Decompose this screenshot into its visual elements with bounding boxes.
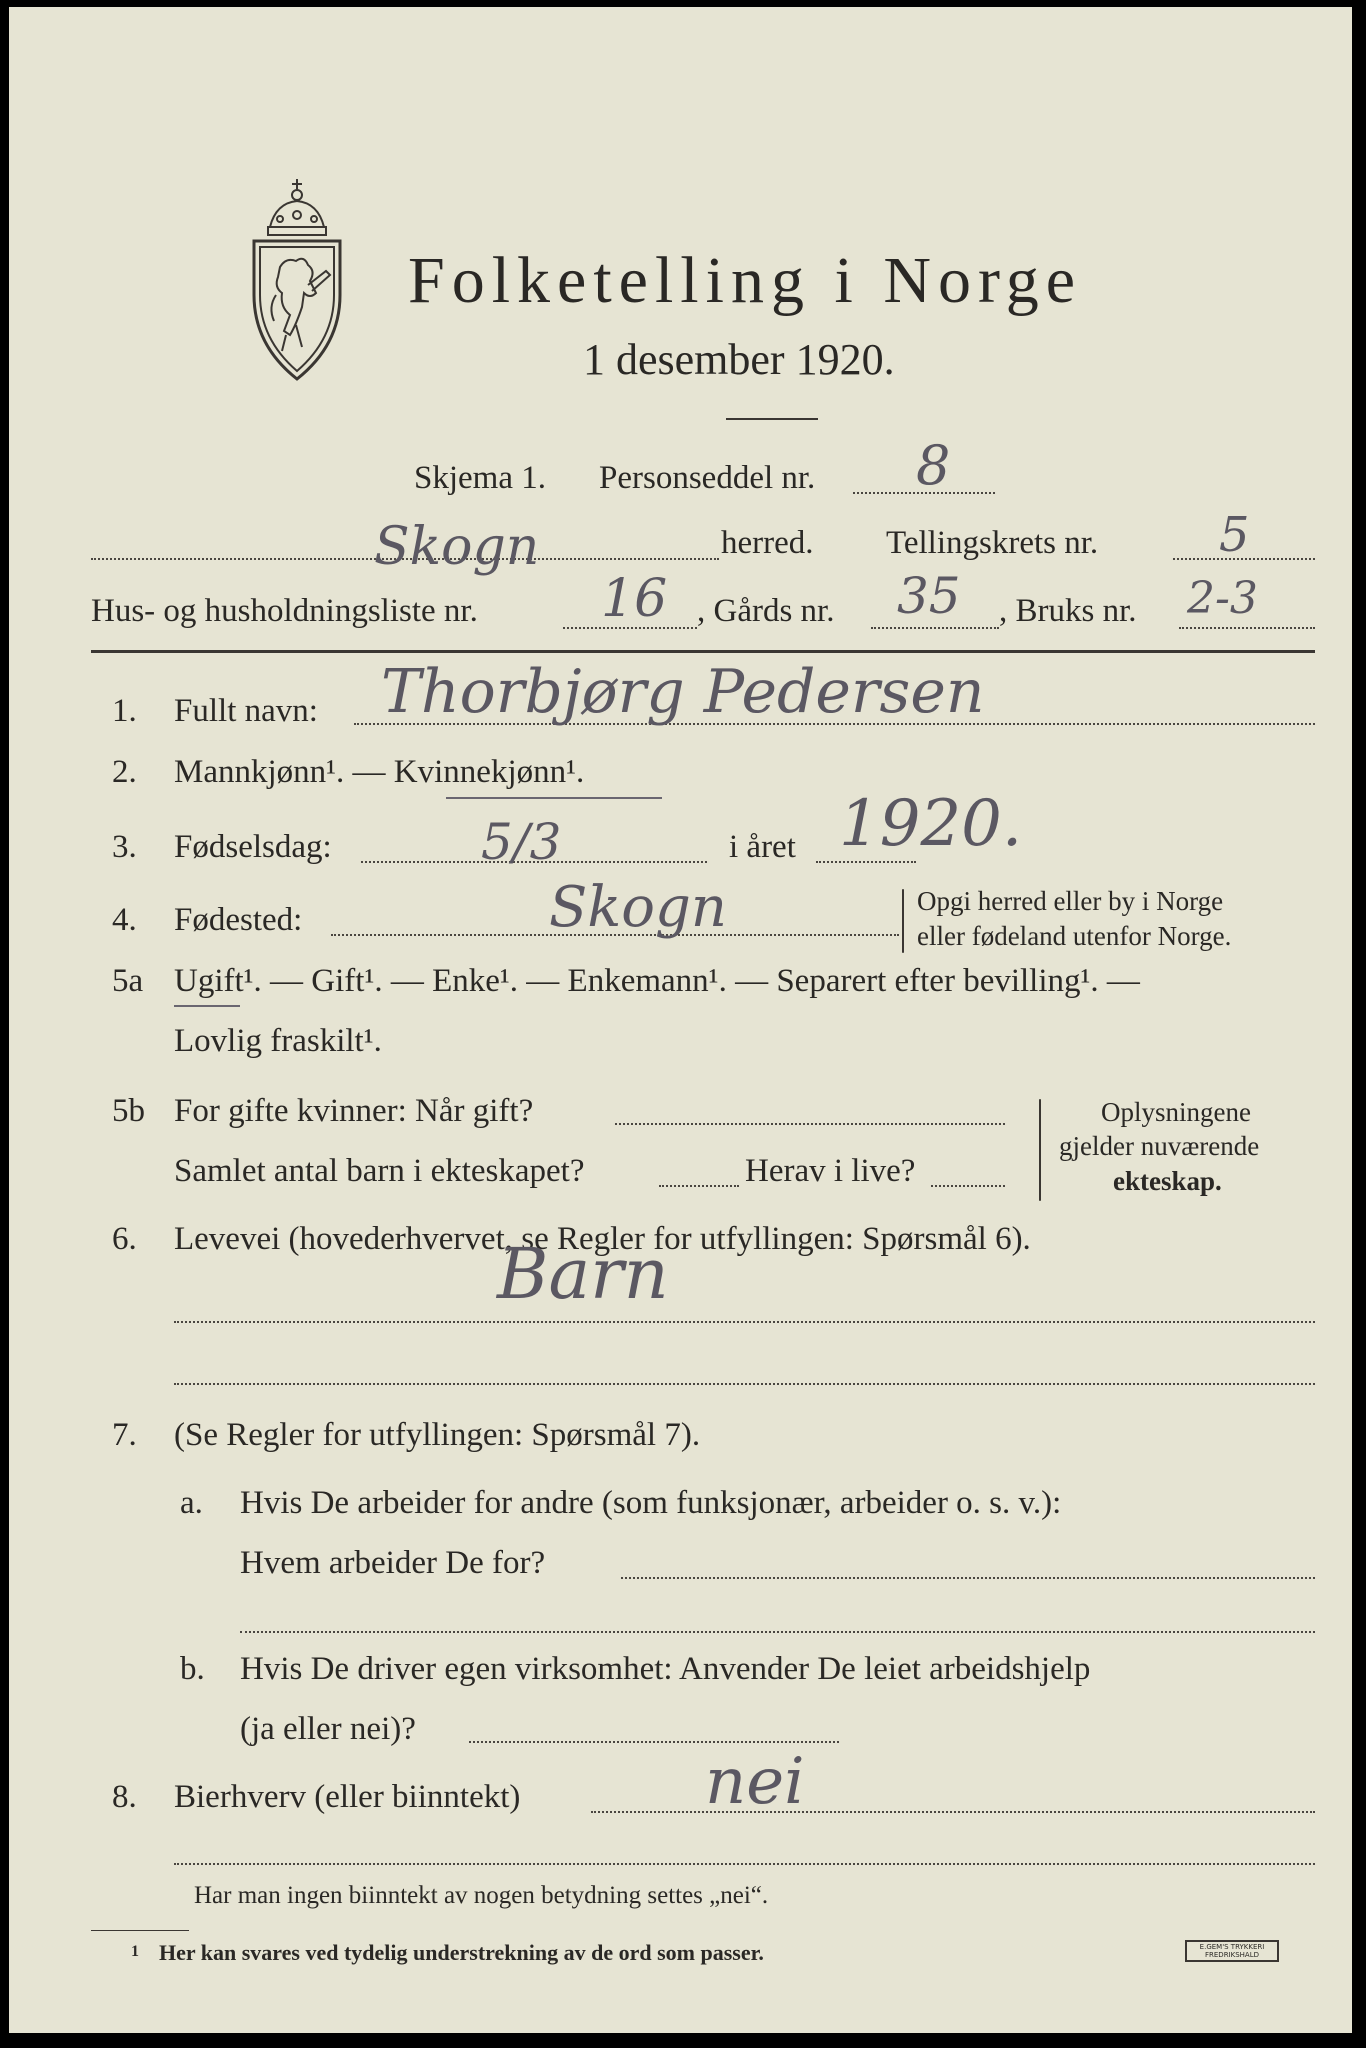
gards-label: , Gårds nr. (697, 593, 835, 629)
personseddel-label: Personseddel nr. (599, 460, 816, 496)
q2-label: Mannkjønn¹. — Kvinnekjønn¹. (174, 754, 585, 790)
tellingskrets-label: Tellingskrets nr. (886, 525, 1099, 561)
q5b-note-brace (1039, 1099, 1041, 1201)
q5b-number: 5b (112, 1093, 145, 1129)
coat-of-arms-icon (246, 175, 348, 383)
q4-note-line2: eller fødeland utenfor Norge. (917, 921, 1232, 951)
herred-value: Skogn (374, 517, 540, 577)
q5a-number: 5a (112, 963, 144, 999)
q7b-letter: b. (180, 1651, 205, 1687)
q5b-note-line3: ekteskap. (1113, 1166, 1222, 1196)
q6-number: 6. (112, 1221, 137, 1257)
q8-number: 8. (112, 1779, 137, 1815)
q5b-line2a: Samlet antal barn i ekteskapet? (174, 1153, 585, 1189)
header-separator (91, 650, 1315, 653)
q5b-note-line1: Oplysningene (1101, 1097, 1251, 1127)
q6-label: Levevei (hovederhvervet, se Regler for utfyllingen: Spørsmål 6). (174, 1221, 1031, 1257)
q4-number: 4. (112, 902, 137, 938)
census-form-page (9, 7, 1352, 2033)
q7b-line2: (ja eller nei)? (240, 1711, 416, 1747)
q5b-line2b: Herav i live? (745, 1153, 916, 1189)
gards-field-line (871, 627, 999, 629)
q3-label: Fødselsdag: (174, 829, 332, 865)
q4-note-line1: Opgi herred eller by i Norge (917, 886, 1224, 916)
q5a-line2: Lovlig fraskilt¹. (174, 1023, 382, 1059)
q6-field-line1 (174, 1321, 1315, 1323)
q7b-field-line (469, 1741, 839, 1743)
tellingskrets-value: 5 (1219, 507, 1250, 563)
q6-field-line2 (174, 1383, 1315, 1385)
q1-number: 1. (112, 693, 137, 729)
q3-year-label: i året (729, 829, 796, 865)
q5b-alive-field-line (931, 1185, 1005, 1187)
q8-field-line (591, 1811, 1315, 1813)
q2-number: 2. (112, 754, 137, 790)
husliste-value: 16 (601, 569, 668, 629)
q7a-line2: Hvem arbeider De for? (240, 1545, 546, 1581)
q6-value: Barn (497, 1233, 669, 1315)
bruks-field-line (1179, 627, 1315, 629)
q7a-field-line1 (621, 1577, 1315, 1579)
q3-year-field-line (816, 861, 916, 863)
printer-stamp-line2: FREDRIKSHALD (1204, 1951, 1259, 1959)
q5b-married-field-line (615, 1123, 1005, 1125)
q8-value: nei (705, 1745, 805, 1819)
bruks-label: , Bruks nr. (999, 593, 1137, 629)
footnote-text: Her kan svares ved tydelig understrekning av de ord som passer. (159, 1940, 764, 1965)
q8-field-line2 (174, 1863, 1315, 1865)
q7-number: 7. (112, 1417, 137, 1453)
q5b-note-line2: gjelder nuværende (1059, 1131, 1260, 1161)
q4-label: Fødested: (174, 902, 303, 938)
printer-stamp (1185, 1940, 1279, 1962)
q7a-field-line2 (240, 1631, 1315, 1633)
herred-label: herred. (721, 525, 814, 561)
q5a-underline (174, 1005, 240, 1007)
q7b-line1: Hvis De driver egen virksomhet: Anvender De leiet arbeidshjelp (240, 1651, 1091, 1687)
q4-value: Skogn (549, 875, 727, 940)
q7-label: (Se Regler for utfyllingen: Spørsmål 7). (174, 1417, 701, 1453)
q8-label: Bierhverv (eller biinntekt) (174, 1779, 521, 1815)
q3-year-value: 1920. (839, 787, 1023, 861)
nei-note: Har man ingen biinntekt av nogen betydning settes „nei“. (194, 1882, 769, 1909)
printer-stamp-line1: E.GEM'S TRYKKERI (1199, 1943, 1265, 1951)
q3-number: 3. (112, 829, 137, 865)
q5b-line1: For gifte kvinner: Når gift? (174, 1093, 534, 1129)
q5a-line1: Ugift¹. — Gift¹. — Enke¹. — Enkemann¹. — Separert efter bevilling¹. — (174, 963, 1140, 999)
gards-value: 35 (897, 567, 961, 625)
q3-value: 5/3 (481, 813, 562, 871)
q2-underline (446, 797, 662, 799)
personseddel-value: 8 (916, 434, 951, 497)
q1-value: Thorbjørg Pedersen (381, 657, 985, 727)
skjema-label: Skjema 1. (414, 460, 546, 496)
footnote-marker: 1 (131, 1943, 139, 1960)
footnote-rule (91, 1930, 189, 1931)
form-title: Folketelling i Norge (408, 244, 1083, 317)
q4-note-brace (902, 889, 904, 953)
q5b-children-field-line (659, 1185, 739, 1187)
bruks-value: 2-3 (1187, 573, 1258, 624)
census-date: 1 desember 1920. (583, 335, 895, 384)
title-divider (726, 418, 818, 420)
q7a-line1: Hvis De arbeider for andre (som funksjonær, arbeider o. s. v.): (240, 1485, 1062, 1521)
q7a-letter: a. (180, 1485, 203, 1521)
q1-label: Fullt navn: (174, 693, 318, 729)
husliste-label: Hus- og husholdningsliste nr. (91, 593, 478, 629)
